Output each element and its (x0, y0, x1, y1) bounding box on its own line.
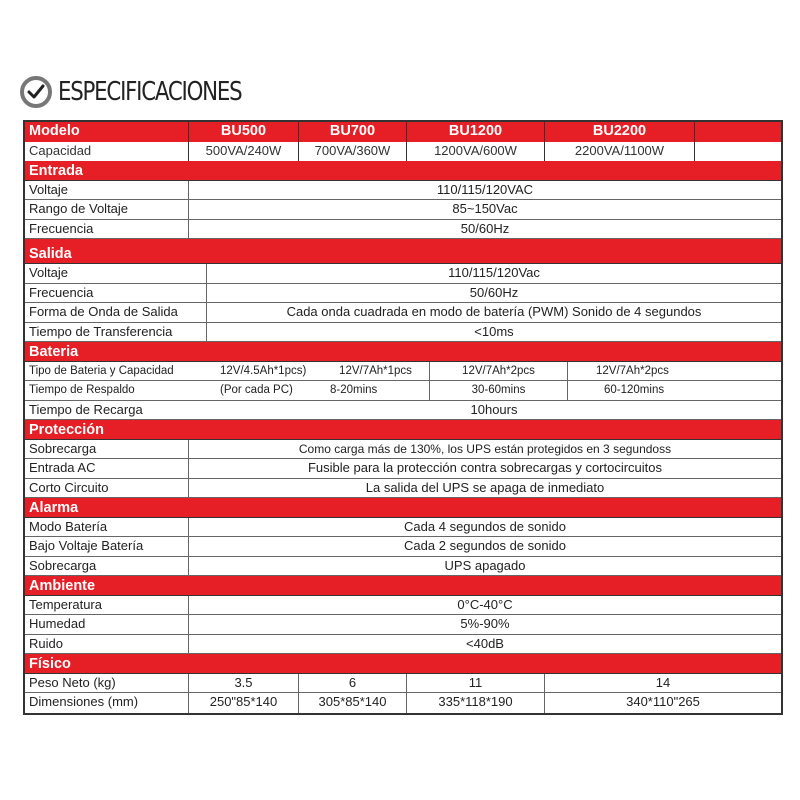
row-label: Voltaje (25, 181, 189, 200)
section-salida: Salida (25, 239, 781, 264)
weight-value: 11 (407, 674, 545, 693)
model-name: BU2200 (545, 122, 695, 142)
row-label: Modo Batería (25, 518, 189, 537)
row-label: Peso Neto (kg) (25, 674, 189, 693)
table-row (25, 693, 781, 713)
row-value: 10hours (470, 401, 518, 417)
model-name: BU700 (299, 122, 407, 142)
row-value: 85~150Vac (452, 201, 518, 216)
table-row (25, 674, 781, 694)
table-row (25, 537, 781, 557)
row-value: Fusible para la protección contra sobrecargas y cortocircuitos (307, 460, 663, 475)
dims-value: 340*110"265 (626, 694, 700, 709)
backup-note: (Por cada PC) (220, 384, 293, 396)
row-label: Voltaje (25, 264, 207, 283)
page-header (20, 74, 282, 110)
table-row (25, 303, 781, 323)
model-name: BU1200 (407, 122, 545, 142)
model-name: BU500 (189, 122, 299, 142)
row-value: 110/115/120Vac (448, 265, 540, 280)
row-value: 50/60Hz (460, 220, 510, 236)
table-row (25, 615, 781, 635)
weight-value: 6 (299, 674, 407, 693)
row-label: Entrada AC (25, 459, 189, 478)
section-alarma: Alarma (25, 498, 781, 518)
backup-time: 8-20mins (322, 381, 430, 400)
capacity-value: 700VA/360W (299, 142, 407, 162)
row-label: Dimensiones (mm) (25, 693, 189, 713)
dims-value: 250"85*140 (189, 693, 299, 713)
row-value: 0°C-40°C (457, 596, 513, 612)
table-row (25, 200, 781, 220)
row-label: Sobrecarga (25, 557, 189, 576)
row-value: La salida del UPS se apaga de inmediato (365, 479, 605, 495)
battery-type: 12V/7Ah*2pcs (430, 362, 568, 381)
section-ambiente: Ambiente (25, 576, 781, 596)
row-label: Forma de Onda de Salida (25, 303, 207, 322)
empty-cell (695, 142, 781, 162)
capacity-label: Capacidad (25, 142, 189, 162)
row-value: Cada 4 segundos de sonido (404, 518, 566, 534)
table-row (25, 518, 781, 538)
table-row (25, 557, 781, 577)
row-label: Corto Circuito (25, 479, 189, 498)
table-row (25, 635, 781, 655)
battery-type: 12V/7Ah*2pcs (596, 364, 669, 377)
table-row (25, 362, 781, 382)
section-entrada: Entrada (25, 161, 781, 181)
battery-type: 12V/7Ah*1pcs (322, 362, 430, 381)
row-label: Tiempo de Recarga (29, 401, 143, 417)
page-title: ESPECIFICACIONES (58, 77, 242, 107)
capacity-value: 500VA/240W (189, 142, 299, 162)
check-circle-icon (20, 76, 52, 108)
row-label: Frecuencia (25, 220, 189, 239)
table-row (25, 284, 781, 304)
row-value: UPS apagado (444, 557, 526, 573)
spec-table (23, 120, 783, 715)
backup-time: 60-120mins (604, 384, 665, 396)
row-label: Bajo Voltaje Batería (25, 537, 189, 556)
row-label: Frecuencia (25, 284, 207, 303)
row-label: Humedad (25, 615, 189, 634)
row-value: <40dB (466, 635, 504, 651)
dims-value: 305*85*140 (299, 693, 407, 713)
weight-value: 14 (655, 674, 671, 690)
row-value: 50/60Hz (469, 284, 519, 300)
capacity-value: 2200VA/1100W (545, 142, 695, 162)
row-label: Rango de Voltaje (25, 200, 189, 219)
section-proteccion: Protección (25, 420, 781, 440)
row-value: Como carga más de 130%, los UPS están protegidos en 3 segundoss (298, 441, 672, 456)
row-label: Tiempo de Transferencia (25, 323, 207, 342)
table-row (25, 220, 781, 240)
section-bateria: Bateria (25, 342, 781, 362)
table-row (25, 381, 781, 401)
battery-type: 12V/4.5Ah*1pcs) (220, 364, 307, 377)
row-value: 110/115/120VAC (436, 181, 534, 197)
table-row (25, 264, 781, 284)
model-row (25, 122, 781, 142)
row-label: Temperatura (25, 596, 189, 615)
row-label: Sobrecarga (25, 440, 189, 459)
table-row (25, 401, 781, 421)
row-value: Cada 2 segundos de sonido (404, 538, 566, 553)
row-value: 5%-90% (460, 616, 510, 631)
capacity-row (25, 142, 781, 162)
row-value: Cada onda cuadrada en modo de batería (PWM) Sonido de 4 segundos (286, 304, 702, 319)
table-row (25, 459, 781, 479)
empty-cell (695, 122, 781, 142)
model-label: Modelo (25, 122, 189, 142)
row-label: Tiempo de Respaldo (29, 384, 135, 396)
section-fisico: Físico (25, 654, 781, 674)
table-row (25, 479, 781, 499)
row-value: <10ms (474, 323, 514, 339)
capacity-value: 1200VA/600W (407, 142, 545, 162)
table-row (25, 440, 781, 460)
dims-value: 335*118*190 (407, 693, 545, 713)
row-label: Tipo de Bateria y Capacidad (29, 364, 174, 377)
backup-time: 30-60mins (430, 381, 568, 400)
row-label: Ruido (25, 635, 189, 654)
table-row (25, 596, 781, 616)
table-row (25, 323, 781, 343)
weight-value: 3.5 (189, 674, 299, 693)
table-row (25, 181, 781, 201)
